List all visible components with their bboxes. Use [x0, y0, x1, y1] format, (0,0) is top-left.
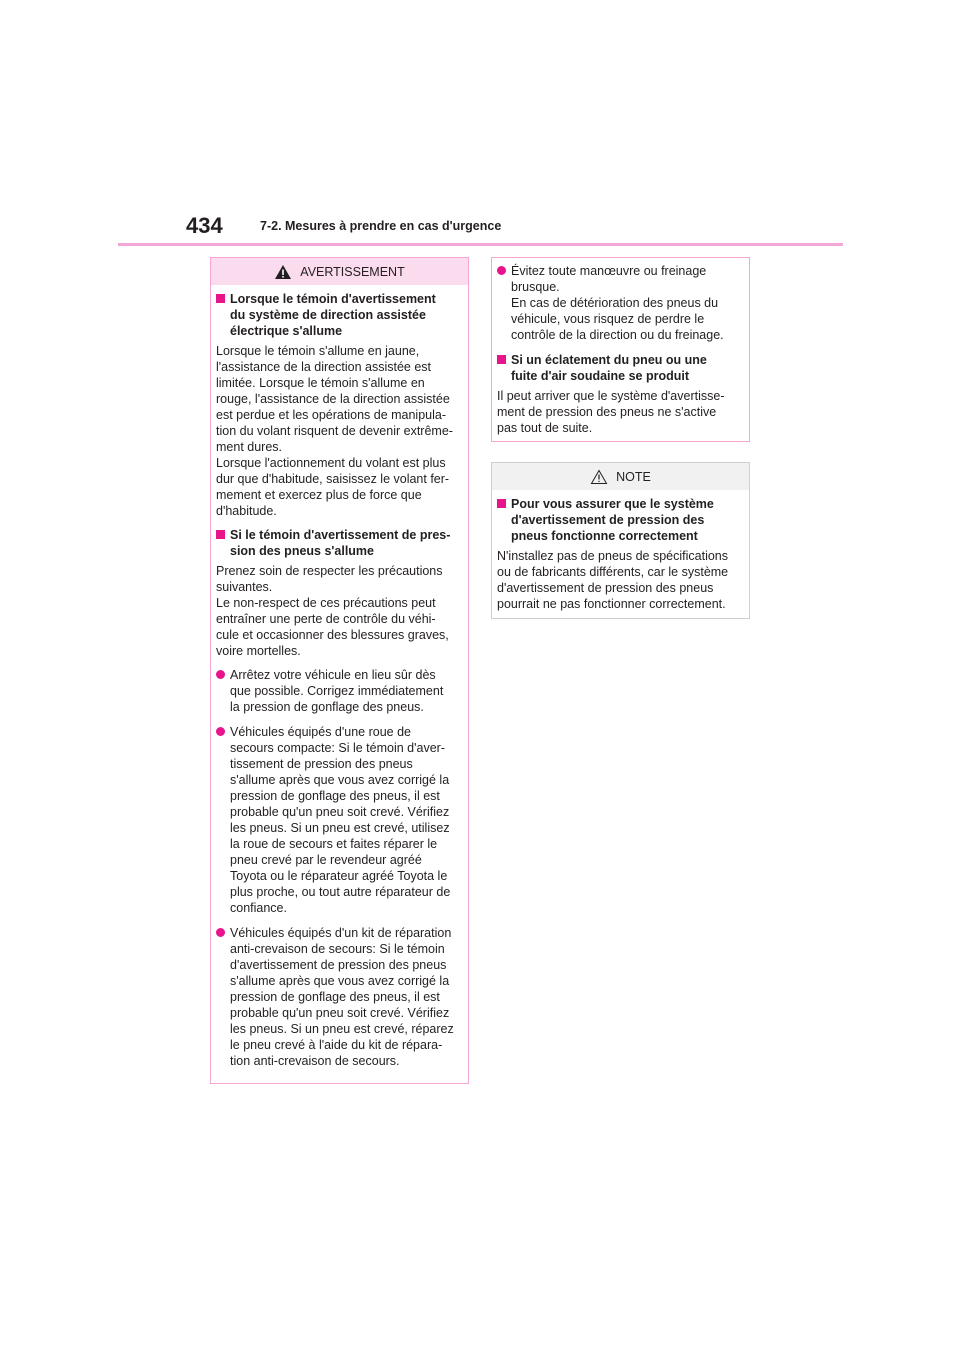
- warning-header: [211, 258, 468, 285]
- note-box: [491, 462, 750, 619]
- warning-paragraph-tire-pressure: Prenez soin de respecter les précautions suivantes. Le non-respect de ces précautions peut entraîner une perte de contrôle du véhi- cule et occasionner des blessures graves, voire mortelles.: [216, 564, 449, 658]
- header-rule: [118, 243, 843, 246]
- list-item-text: Évitez toute manœuvre ou freinage brusque. En cas de détérioration des pneus du véhicule, vous risquez de perdre le contrôle de la direction ou du freinage.: [511, 264, 724, 342]
- heading-text: Si le témoin d'avertissement de pres- sion des pneus s'allume: [230, 528, 451, 558]
- warning-label: AVERTISSEMENT: [300, 264, 405, 279]
- list-item-text: Arrêtez votre véhicule en lieu sûr dès que possible. Corrigez immédiatement la pression de gonflage des pneus.: [230, 668, 444, 714]
- round-bullet-icon: [216, 928, 225, 937]
- warning-box: [210, 257, 469, 1084]
- warning-paragraph-power-steering: Lorsque le témoin s'allume en jaune, l'assistance de la direction assistée est limitée. Lorsque le témoin s'allume en rouge, l'assistance de la direction assistée est perdue et les opérations de manipula- tion du volant risquent de devenir extrême- ment dures. Lorsque l'actionnement du volant est plus dur que d'habitude, saisissez le volant fer- mement et exercez plus de force que d'habitude.: [216, 344, 453, 518]
- warning-heading-power-steering: [216, 291, 458, 339]
- note-header: [492, 463, 749, 490]
- list-item: [216, 724, 458, 916]
- warning-paragraph-blowout: Il peut arriver que le système d'avertisse- ment de pression des pneus ne s'active pas tout de suite.: [497, 389, 725, 435]
- round-bullet-icon: [216, 727, 225, 736]
- section-title: 7-2. Mesures à prendre en cas d'urgence: [260, 219, 502, 233]
- heading-text: Si un éclatement du pneu ou une fuite d'air soudaine se produit: [511, 353, 707, 383]
- warning-continued-box: [491, 257, 750, 442]
- warning-triangle-icon: [274, 264, 292, 280]
- page-number: 434: [186, 213, 223, 238]
- square-bullet-icon: [497, 355, 506, 364]
- list-item-text: Véhicules équipés d'une roue de secours compacte: Si le témoin d'aver- tissement de pression des pneus s'allume après que vous avez corrigé la pression de gonflage des pneus, il est probable qu'un pneu soit crevé. Vérifiez les pneus. Si un pneu est crevé, utilisez la roue de secours et faites réparer le pneu crevé par le revendeur agréé Toyota ou le réparateur agréé Toyota le plus proche, ou tout autre réparateur de confiance.: [230, 725, 451, 915]
- heading-text: Pour vous assurer que le système d'avertissement de pression des pneus fonctionne correctement: [511, 497, 714, 543]
- square-bullet-icon: [216, 530, 225, 539]
- list-item: [216, 925, 458, 1069]
- warning-heading-tire-pressure: [216, 527, 458, 559]
- caution-triangle-icon: [590, 469, 608, 485]
- note-label: NOTE: [616, 469, 651, 484]
- square-bullet-icon: [497, 499, 506, 508]
- warning-heading-blowout: [497, 352, 739, 384]
- round-bullet-icon: [216, 670, 225, 679]
- round-bullet-icon: [497, 266, 506, 275]
- square-bullet-icon: [216, 294, 225, 303]
- heading-text: Lorsque le témoin d'avertissement du système de direction assistée électrique s'allume: [230, 292, 436, 338]
- list-item-text: Véhicules équipés d'un kit de réparation anti-crevaison de secours: Si le témoin d'avertissement de pression des pneus s'allume après que vous avez corrigé la pression de gonflage des pneus, il est probable qu'un pneu soit crevé. Vérifiez les pneus. Si un pneu est crevé, réparez le pneu crevé à l'aide du kit de répara- tion anti-crevaison de secours.: [230, 926, 454, 1068]
- note-paragraph: N'installez pas de pneus de spécifications ou de fabricants différents, car le système d'avertissement de pression des pneus pourrait ne pas fonctionner correctement.: [497, 549, 729, 611]
- list-item: [216, 667, 458, 715]
- list-item: [497, 263, 739, 343]
- note-heading: [497, 496, 739, 544]
